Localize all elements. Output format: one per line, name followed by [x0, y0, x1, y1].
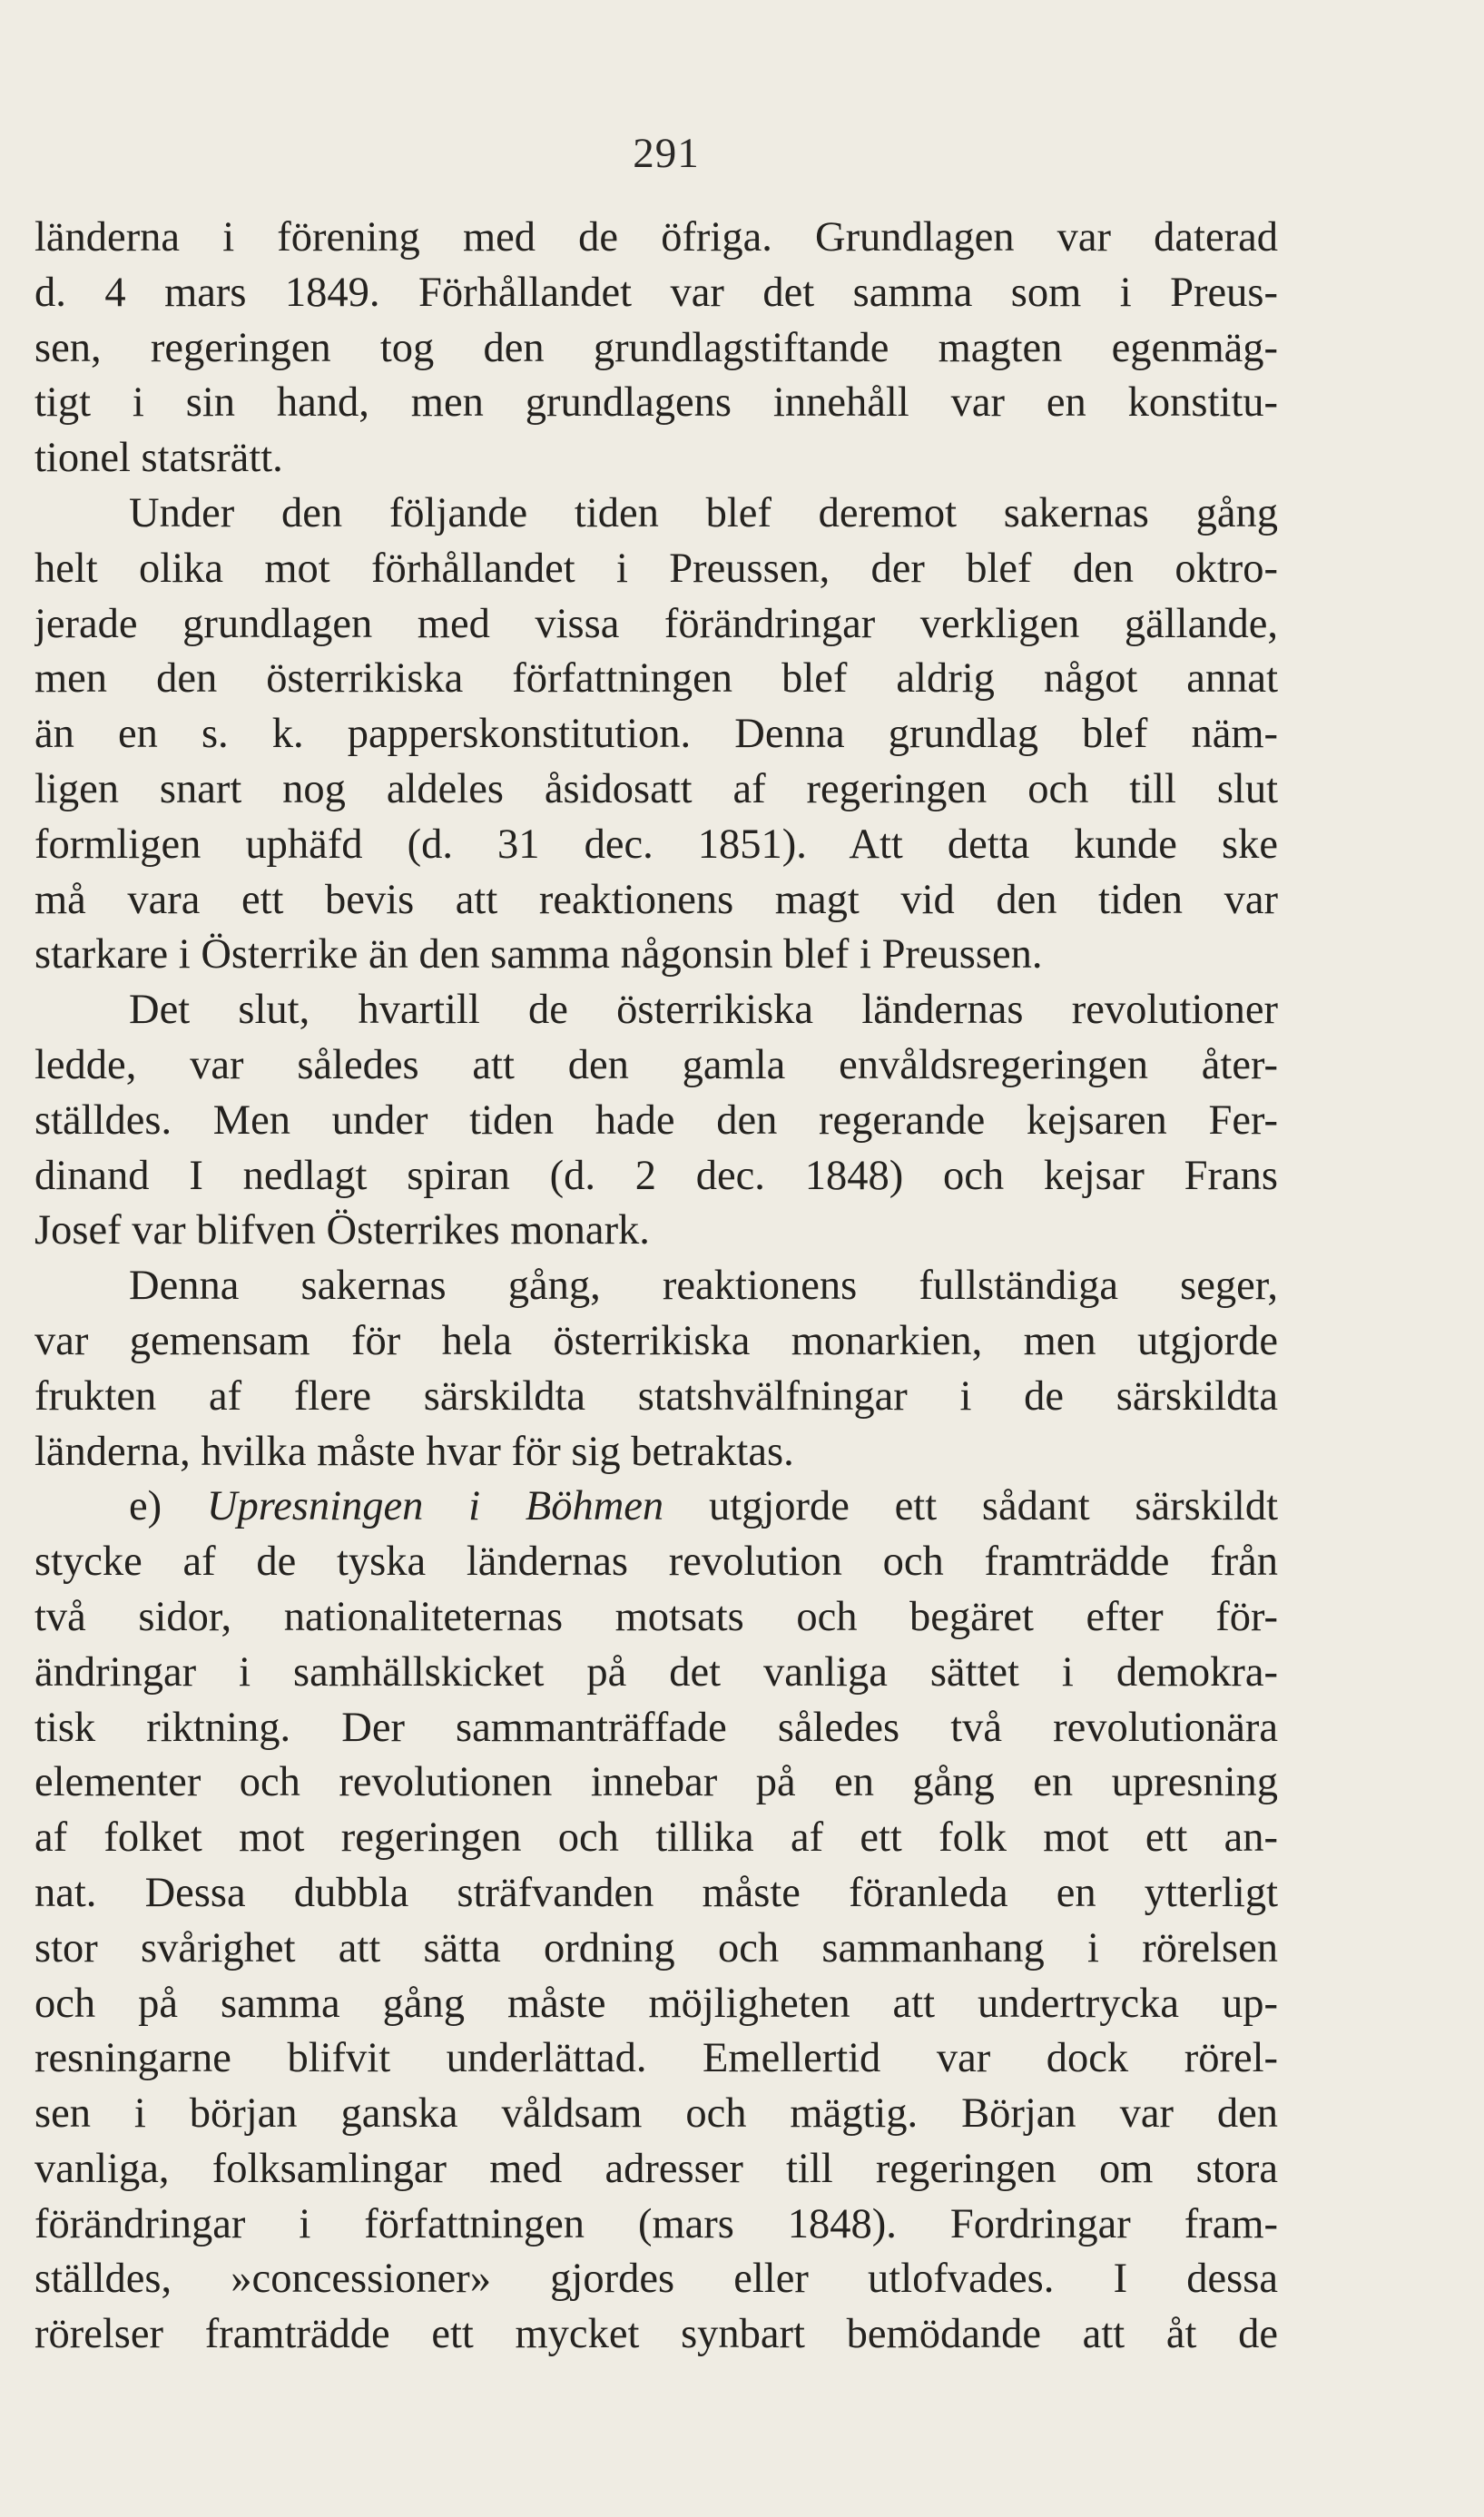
text-line: stycke af de tyska ländernas revolution och framträdde från — [34, 1539, 1278, 1586]
text-line — [34, 1480, 1278, 1535]
text-line: resningarne blifvit underlättad. Emellertid var dock rörel- — [34, 2035, 1278, 2082]
text-line: starkare i Österrike än den samma någonsin blef i Preussen. — [34, 931, 1043, 978]
text-line: två sidor, nationaliteternas motsats och begäret efter för- — [34, 1593, 1278, 1640]
text-line: tionel statsrätt. — [34, 435, 283, 482]
text-line: Under den följande tiden blef deremot sakernas gång — [129, 489, 1278, 536]
text-line: tisk riktning. Der sammanträffade således två revolutionära — [34, 1704, 1278, 1751]
text-line: frukten af flere särskildta statshvälfningar i de särskildta — [34, 1372, 1278, 1420]
text-line: länderna i förening med de öfriga. Grundlagen var daterad — [34, 214, 1278, 261]
text-line: nat. Dessa dubbla sträfvanden måste föranleda en ytterligt — [34, 1869, 1278, 1916]
text-line: än en s. k. papperskonstitution. Denna grundlag blef näm- — [34, 711, 1278, 758]
text-line: helt olika mot förhållandet i Preussen, der blef den oktro- — [34, 545, 1278, 592]
text-line: ledde, var således att den gamla envåldsregeringen åter- — [34, 1041, 1278, 1088]
text-line: ändringar i samhällskicket på det vanliga sättet i demokra- — [34, 1648, 1278, 1696]
text-segment: e) — [129, 1483, 207, 1530]
text-line: jerade grundlagen med vissa förändringar verkligen gällande, — [34, 600, 1278, 647]
text-segment: utgjorde ett sådant särskildt — [663, 1483, 1278, 1530]
text-line: var gemensam för hela österrikiska monarkien, men utgjorde — [34, 1317, 1278, 1364]
text-line: tigt i sin hand, men grundlagens innehåll var en konstitu- — [34, 379, 1278, 427]
text-line: formligen uphäfd (d. 31 dec. 1851). Att detta kunde ske — [34, 821, 1278, 868]
body-text — [34, 211, 1278, 2363]
text-line: rörelser framträdde ett mycket synbart bemödande att åt de — [34, 2311, 1278, 2358]
text-line: d. 4 mars 1849. Förhållandet var det samma som i Preus- — [34, 269, 1278, 316]
text-line: dinand I nedlagt spiran (d. 2 dec. 1848) och kejsar Frans — [34, 1152, 1278, 1199]
text-line: stor svårighet att sätta ordning och sammanhang i rörelsen — [34, 1924, 1278, 1971]
text-line: Det slut, hvartill de österrikiska ländernas revolutioner — [129, 987, 1278, 1034]
text-line: förändringar i författningen (mars 1848). Fordringar fram- — [34, 2200, 1278, 2247]
text-line: må vara ett bevis att reaktionens magt vid den tiden var — [34, 876, 1278, 923]
italic-heading: Upresningen i Böhmen — [206, 1483, 664, 1530]
text-line: ställdes, »concessioner» gjordes eller utlofvades. I dessa — [34, 2256, 1278, 2303]
text-line: af folket mot regeringen och tillika af ett folk mot ett an- — [34, 1814, 1278, 1862]
text-line: vanliga, folksamlingar med adresser till regeringen om stora — [34, 2145, 1278, 2192]
page-number: 291 — [633, 130, 700, 177]
text-line: och på samma gång måste möjligheten att undertrycka up- — [34, 1980, 1278, 2027]
text-line: ligen snart nog aldeles åsidosatt af regeringen och till slut — [34, 765, 1278, 812]
text-line: Josef var blifven Österrikes monark. — [34, 1207, 650, 1254]
text-line: men den österrikiska författningen blef aldrig något annat — [34, 655, 1278, 703]
text-line: sen i början ganska våldsam och mägtig. Början var den — [34, 2090, 1278, 2138]
text-line: elementer och revolutionen innebar på en gång en upresning — [34, 1759, 1278, 1806]
text-line: länderna, hvilka måste hvar för sig betraktas. — [34, 1428, 794, 1475]
text-line: sen, regeringen tog den grundlagstiftande magten egenmäg- — [34, 324, 1278, 371]
text-line: ställdes. Men under tiden hade den regerande kejsaren Fer- — [34, 1096, 1278, 1144]
text-line: Denna sakernas gång, reaktionens fullständiga seger, — [129, 1263, 1278, 1310]
